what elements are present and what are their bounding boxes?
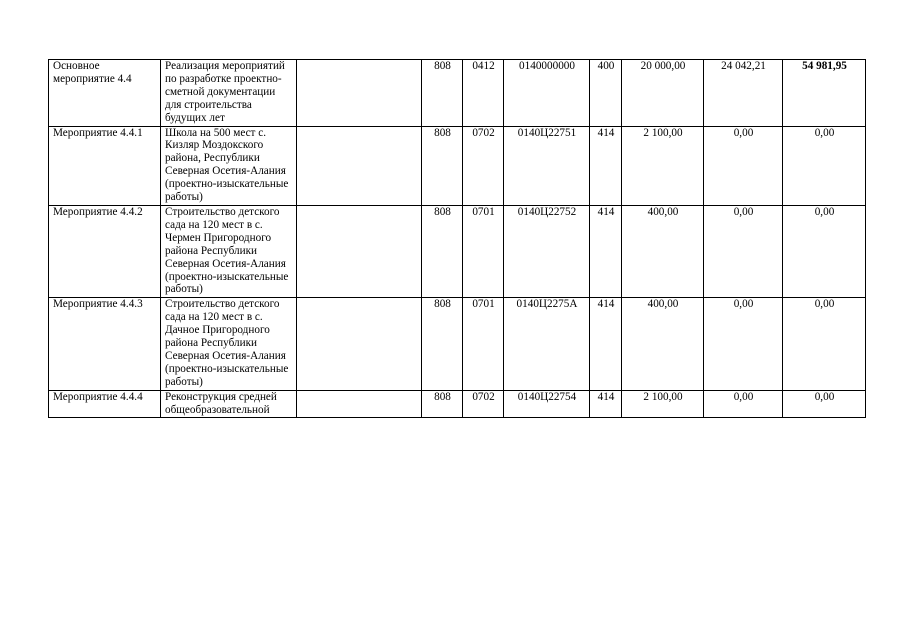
executor-cell xyxy=(297,205,422,297)
activity-name: Строительство детского сада на 120 мест в с. Дачное Пригородного района Республики Северная Осетия-Алания (проектно-изыскательные работы) xyxy=(161,298,297,390)
section-code: 0701 xyxy=(463,298,504,390)
amount-year-3: 0,00 xyxy=(783,390,866,418)
amount-year-1: 2 100,00 xyxy=(622,126,704,205)
amount-year-2: 0,00 xyxy=(704,298,783,390)
grbs-code: 808 xyxy=(422,298,463,390)
grbs-code: 808 xyxy=(422,205,463,297)
activity-code: Мероприятие 4.4.2 xyxy=(49,205,161,297)
activity-name: Школа на 500 мест с. Кизляр Моздокского района, Республики Северная Осетия-Алания (проектно-изыскательные работы) xyxy=(161,126,297,205)
vr-code: 414 xyxy=(590,298,622,390)
vr-code: 414 xyxy=(590,205,622,297)
amount-year-1: 400,00 xyxy=(622,298,704,390)
table-row xyxy=(49,126,866,205)
section-code: 0702 xyxy=(463,390,504,418)
vr-code: 400 xyxy=(590,60,622,127)
section-code: 0412 xyxy=(463,60,504,127)
table-row xyxy=(49,298,866,390)
table-row xyxy=(49,390,866,418)
amount-year-2: 24 042,21 xyxy=(704,60,783,127)
csr-code: 0140Ц2275А xyxy=(504,298,590,390)
section-code: 0701 xyxy=(463,205,504,297)
section-code: 0702 xyxy=(463,126,504,205)
vr-code: 414 xyxy=(590,126,622,205)
amount-year-2: 0,00 xyxy=(704,126,783,205)
amount-year-3: 54 981,95 xyxy=(783,60,866,127)
activity-name: Реконструкция средней общеобразовательной xyxy=(161,390,297,418)
grbs-code: 808 xyxy=(422,60,463,127)
activity-code: Мероприятие 4.4.1 xyxy=(49,126,161,205)
executor-cell xyxy=(297,390,422,418)
activity-name: Реализация мероприятий по разработке проектно-сметной документации для строительства будущих лет xyxy=(161,60,297,127)
activity-code: Мероприятие 4.4.3 xyxy=(49,298,161,390)
amount-year-2: 0,00 xyxy=(704,390,783,418)
amount-year-3: 0,00 xyxy=(783,126,866,205)
activity-name: Строительство детского сада на 120 мест в с. Чермен Пригородного района Республики Северная Осетия-Алания (проектно-изыскательные работы) xyxy=(161,205,297,297)
amount-year-2: 0,00 xyxy=(704,205,783,297)
amount-year-1: 400,00 xyxy=(622,205,704,297)
activity-code: Основное мероприятие 4.4 xyxy=(49,60,161,127)
csr-code: 0140Ц22754 xyxy=(504,390,590,418)
executor-cell xyxy=(297,298,422,390)
amount-year-1: 20 000,00 xyxy=(622,60,704,127)
amount-year-3: 0,00 xyxy=(783,298,866,390)
table-row xyxy=(49,205,866,297)
grbs-code: 808 xyxy=(422,390,463,418)
table-row xyxy=(49,60,866,127)
csr-code: 0140Ц22752 xyxy=(504,205,590,297)
vr-code: 414 xyxy=(590,390,622,418)
budget-table xyxy=(48,59,866,418)
csr-code: 0140Ц22751 xyxy=(504,126,590,205)
executor-cell xyxy=(297,60,422,127)
grbs-code: 808 xyxy=(422,126,463,205)
csr-code: 0140000000 xyxy=(504,60,590,127)
activity-code: Мероприятие 4.4.4 xyxy=(49,390,161,418)
amount-year-1: 2 100,00 xyxy=(622,390,704,418)
amount-year-3: 0,00 xyxy=(783,205,866,297)
executor-cell xyxy=(297,126,422,205)
